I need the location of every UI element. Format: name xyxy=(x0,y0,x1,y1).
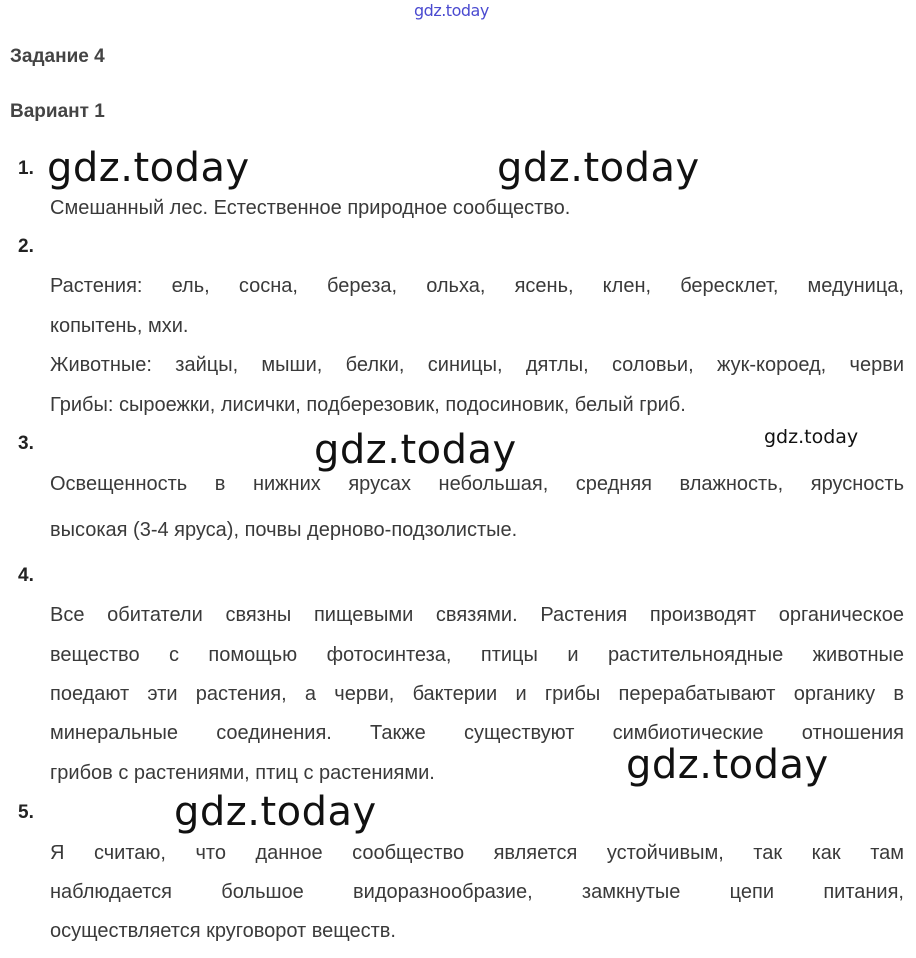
watermark: gdz.today xyxy=(626,742,829,788)
watermark: gdz.today xyxy=(764,426,859,448)
item-number: 2. xyxy=(18,236,34,257)
watermark: gdz.today xyxy=(497,145,700,191)
answer-line: копытень, мхи. xyxy=(50,315,189,337)
answer-line: грибов с растениями, птиц с растениями. xyxy=(50,762,435,784)
item-number: 5. xyxy=(18,802,34,823)
watermark: gdz.today xyxy=(174,789,377,835)
answer-line: поедают эти растения, а черви, бактерии и грибы перерабатывают органику в xyxy=(50,683,904,705)
watermark-top: gdz.today xyxy=(414,1,489,20)
variant-title: Вариант 1 xyxy=(10,101,105,122)
answer-line: Все обитатели связны пищевыми связями. Растения производят органическое xyxy=(50,604,904,626)
task-title: Задание 4 xyxy=(10,46,105,67)
answer-line: Освещенность в нижних ярусах небольшая, средняя влажность, ярусность xyxy=(50,473,904,495)
answer-line: минеральные соединения. Также существуют симбиотические отношения xyxy=(50,722,904,744)
answer-line: Смешанный лес. Естественное природное сообщество. xyxy=(50,197,571,219)
answer-line: Грибы: сыроежки, лисички, подберезовик, подосиновик, белый гриб. xyxy=(50,394,686,416)
answer-line: Животные: зайцы, мыши, белки, синицы, дятлы, соловьи, жук-короед, черви xyxy=(50,354,904,376)
item-number: 1. xyxy=(18,158,34,179)
answer-line: Растения: ель, сосна, береза, ольха, ясень, клен, бересклет, медуница, xyxy=(50,275,904,297)
watermark: gdz.today xyxy=(314,427,517,473)
answer-line: осуществляется круговорот веществ. xyxy=(50,920,396,942)
answer-line: Я считаю, что данное сообщество является устойчивым, так как там xyxy=(50,842,904,864)
watermark: gdz.today xyxy=(47,145,250,191)
item-number: 3. xyxy=(18,433,34,454)
answer-line: высокая (3-4 яруса), почвы дерново-подзолистые. xyxy=(50,519,518,541)
answer-line: наблюдается большое видоразнообразие, замкнутые цепи питания, xyxy=(50,881,904,903)
item-number: 4. xyxy=(18,565,34,586)
answer-line: вещество с помощью фотосинтеза, птицы и растительноядные животные xyxy=(50,644,904,666)
